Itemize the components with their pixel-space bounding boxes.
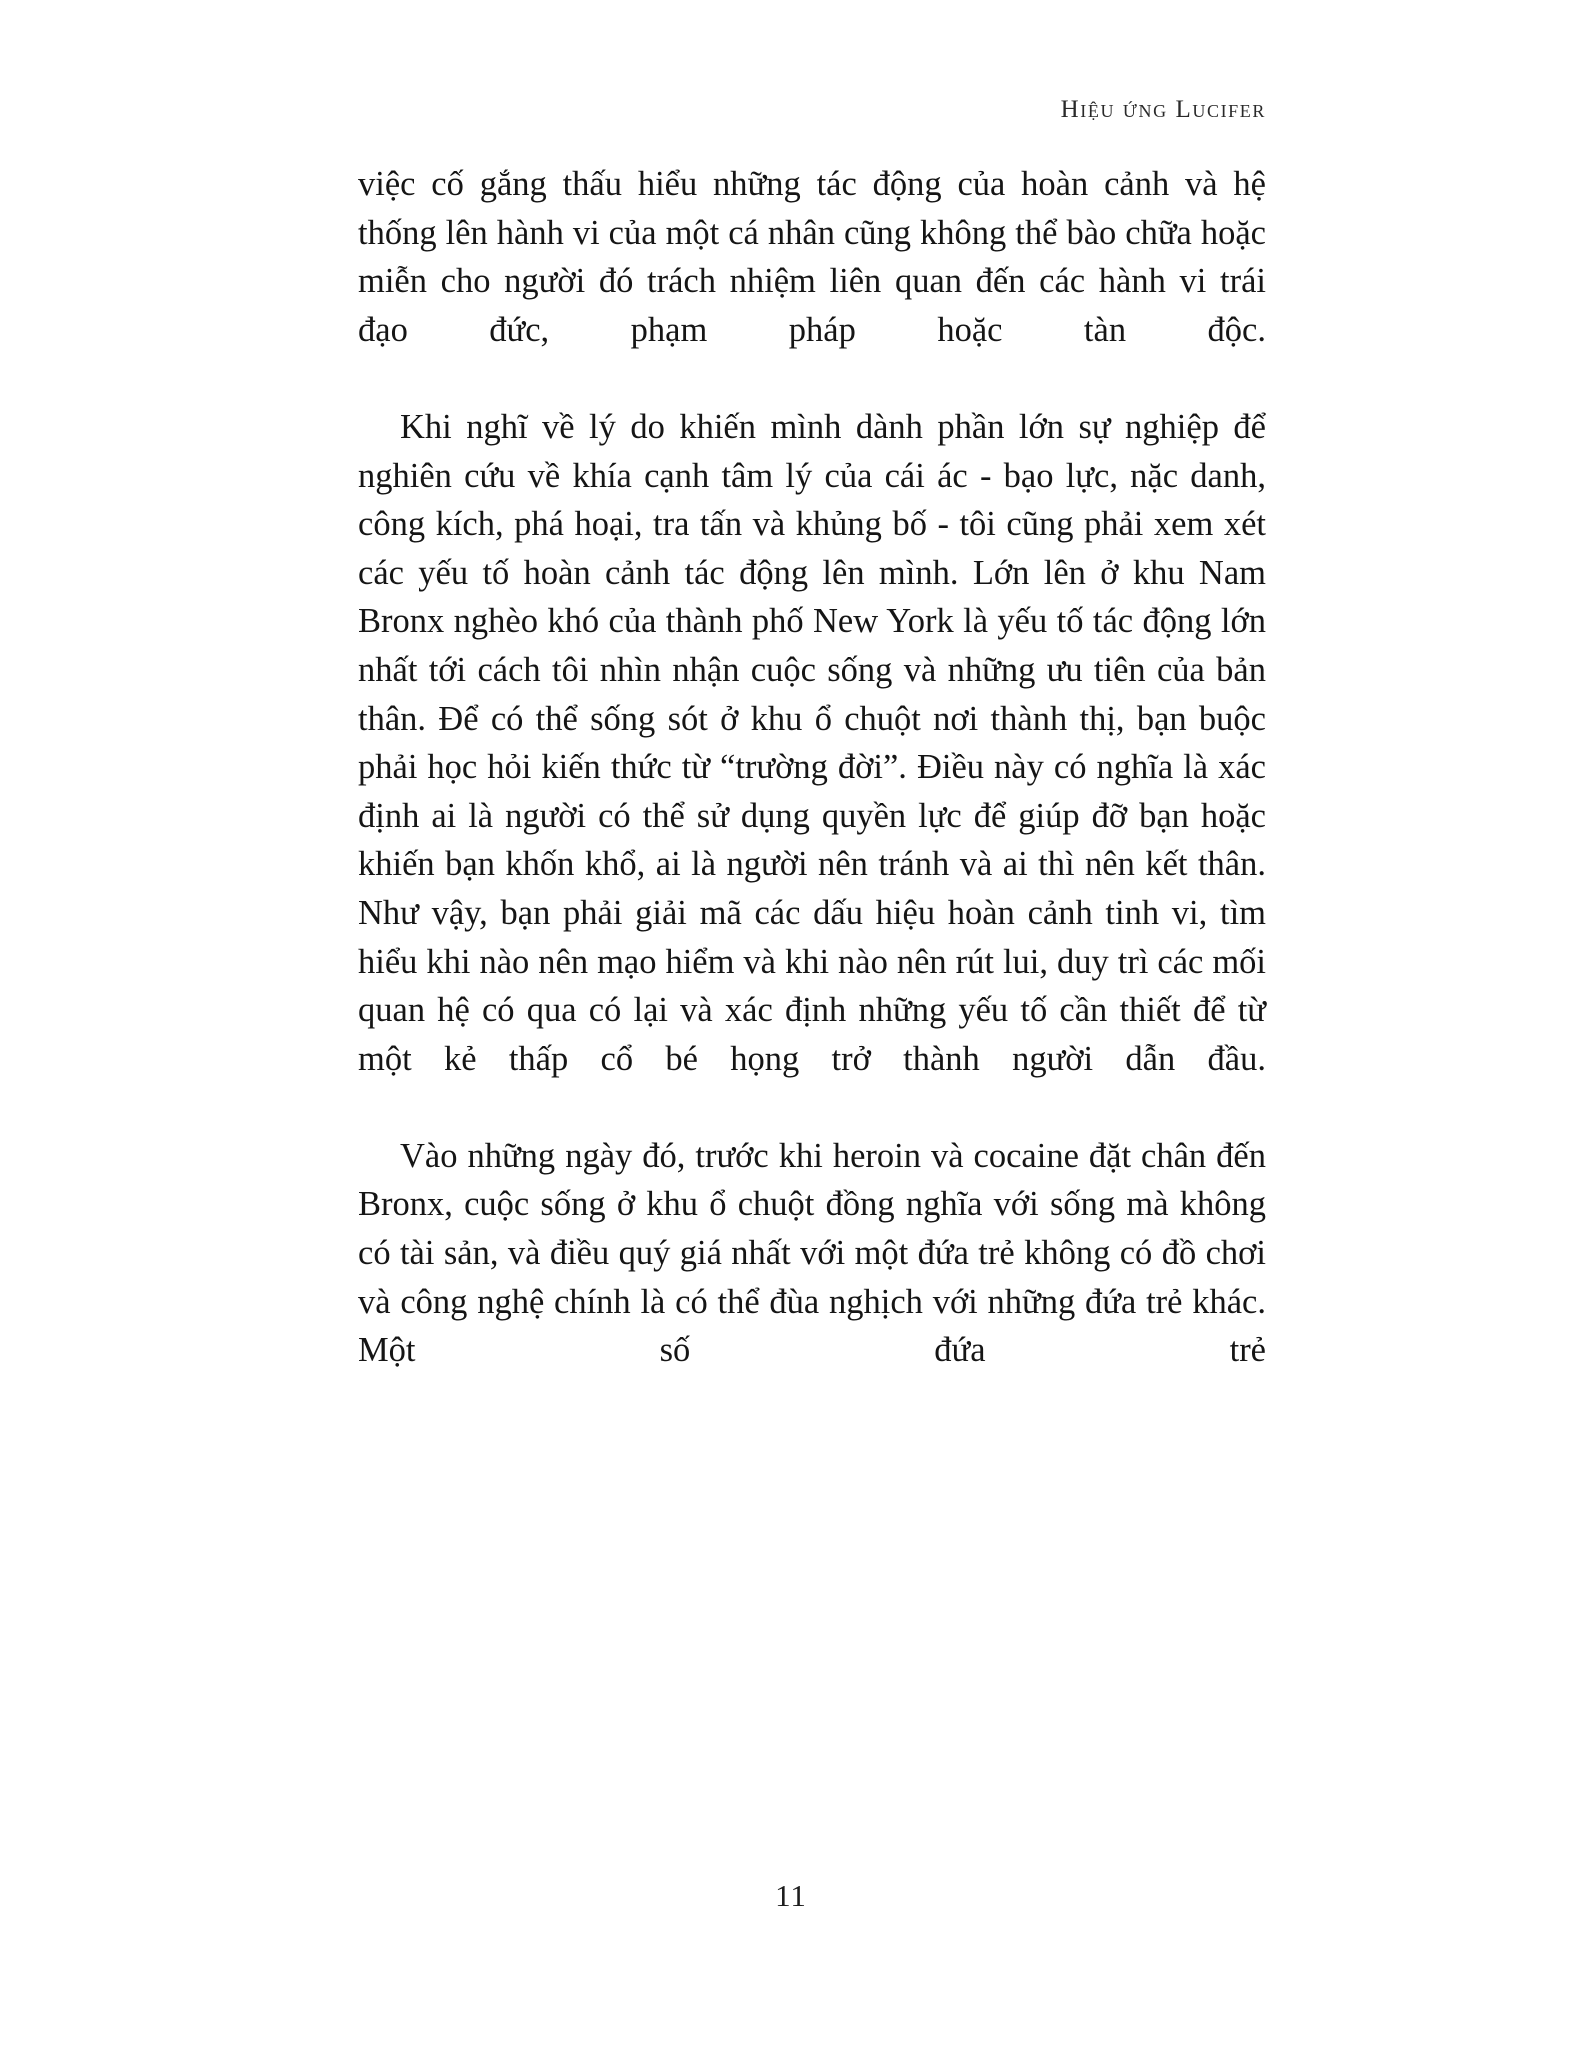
page-number: 11: [775, 1878, 807, 1913]
paragraph-two: Khi nghĩ về lý do khiến mình dành phần lớn sự nghiệp để nghiên cứu về khía cạnh tâm lý của cái ác - bạo lực, nặc danh, công kích, phá hoại, tra tấn và khủng bố - tôi cũng phải xem xét các yếu tố hoàn cảnh tác động lên mình. Lớn lên ở khu Nam Bronx nghèo khó của thành phố New York là yếu tố tác động lớn nhất tới cách tôi nhìn nhận cuộc sống và những ưu tiên của bản thân. Để có thể sống sót ở khu ổ chuột nơi thành thị, bạn buộc phải học hỏi kiến thức từ “trường đời”. Điều này có nghĩa là xác định ai là người có thể sử dụng quyền lực để giúp đỡ bạn hoặc khiến bạn khốn khổ, ai là người nên tránh và ai thì nên kết thân. Như vậy, bạn phải giải mã các dấu hiệu hoàn cảnh tinh vi, tìm hiểu khi nào nên mạo hiểm và khi nào nên rút lui, duy trì các mối quan hệ có qua có lại và xác định những yếu tố cần thiết để từ một kẻ thấp cổ bé họng trở thành người dẫn đầu.: [358, 407, 1266, 1078]
paragraph-three: Vào những ngày đó, trước khi heroin và cocaine đặt chân đến Bronx, cuộc sống ở khu ổ chuột đồng nghĩa với sống mà không có tài sản, và điều quý giá nhất với một đứa trẻ không có đồ chơi và công nghệ chính là có thể đùa nghịch với những đứa trẻ khác. Một số đứa trẻ: [358, 1136, 1266, 1370]
paragraph-continuation: việc cố gắng thấu hiểu những tác động của hoàn cảnh và hệ thống lên hành vi của một cá nhân cũng không thể bào chữa hoặc miễn cho người đó trách nhiệm liên quan đến các hành vi trái đạo đức, phạm pháp hoặc tàn độc.: [358, 165, 1266, 349]
body-text-column: [358, 160, 1266, 1423]
running-head: Hiệu ứng Lucifer: [1060, 96, 1266, 123]
